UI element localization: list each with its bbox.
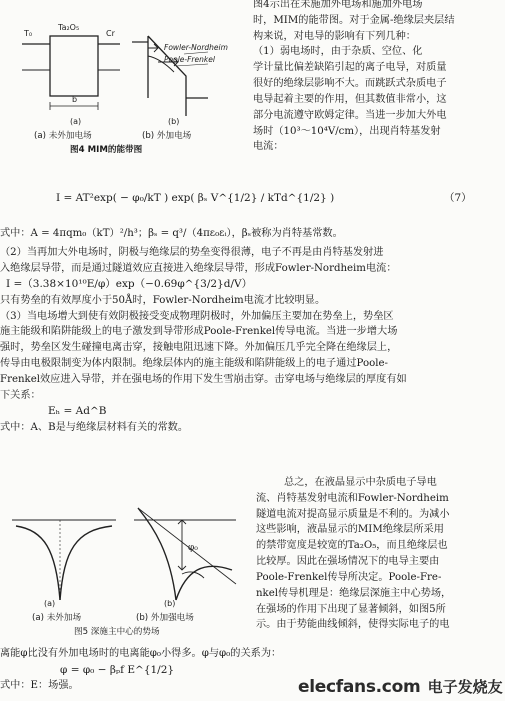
fig5-sub-a: (a) 未外加场	[32, 613, 82, 623]
equation-eb: Eₕ = Ad^B	[48, 405, 107, 418]
para3-line-6: 下关系：	[0, 389, 41, 401]
right2-line-5: 的禁带宽度是较宽的Ta₂O₅，而且绝缘层也	[256, 540, 448, 552]
intro-line-2: 时，MIM的能带图。对于金属-绝缘层夹层结	[253, 14, 455, 26]
intro-line-1: 图4示出在未施加外电场和施加外电场	[253, 0, 423, 10]
right-column-top	[253, 0, 501, 155]
para1-line-1: （1）弱电场时，由于杂质、空位、化	[253, 46, 423, 58]
fig5-caption: 图5 深施主中心的势场	[74, 627, 160, 637]
fig5-sub-b: (b) 外加强电场	[136, 613, 194, 623]
fig5-potential-diagram	[4, 500, 244, 610]
watermark-logo: elecfans.com	[298, 677, 421, 697]
fig5-label-a: (a)	[44, 599, 56, 608]
fig4-label-b2: (b)	[168, 117, 180, 126]
fig4-label-t0: T₀	[24, 29, 33, 38]
watermark-cn: 电子发烧友	[427, 678, 503, 696]
right2-line-3: 隧道电流对提高显示质量是不利的。为减小	[256, 508, 450, 520]
equation-7: I = AT²exp( − φ₀/kT ) exp( βₛ V^{1/2} / kTd^{1/2} )	[56, 192, 335, 204]
fig4-label-fowler: Fowler-Nordheim	[164, 43, 228, 52]
fig4-label-b: b	[72, 95, 78, 104]
right2-line-2: 流、肖特基发射电流和Fowler-Nordheim	[256, 492, 449, 504]
para1-line-7: 电流：	[253, 141, 284, 153]
fig4-band-diagram	[8, 6, 244, 131]
body-full-width	[0, 226, 505, 435]
where-line: 式中：A = 4πqm₀（kT）²/h³；βₛ = q³/（4πε₀εᵢ），βₛ被称为肖特基常数。	[0, 228, 343, 239]
equation-fn: I =（3.38×10¹⁰E/φ）exp（−0.69φ^{3/2}d/V）	[6, 278, 253, 291]
para3-line-2: 施主能级和陷阱能级上的电子激发到导带形成Poole-Frenkel传导电流。当进一步增大场	[0, 326, 398, 338]
fig4-label-a: (a)	[70, 117, 82, 126]
figure-4	[8, 6, 244, 156]
right2-line-6: 比较厚。因此在强场情况下的电导主要由	[256, 556, 440, 568]
para1-line-6: 场时（10³～10⁴V/cm），出现肖特基发射	[253, 125, 441, 137]
fig4-caption: 图4 MIM的能带图	[70, 145, 143, 155]
intro-line-3: 构来说，对电导的影响有下列几种：	[253, 30, 416, 42]
fig4-label-ta2o5: Ta₂O₅	[58, 23, 80, 32]
fig4-label-cr: Cr	[106, 29, 115, 38]
right2-line-8: nkel传导机理是：绝缘层深施主中心势场，	[256, 587, 452, 599]
fig4-label-poole: Poole-Frenkel	[164, 55, 215, 64]
right2-line-1: 总之，在液晶显示中杂质电子导电	[284, 477, 437, 488]
right-column-bottom	[256, 475, 502, 633]
bottom-line-2: 式中：E：场强。	[0, 680, 79, 692]
where-ab: 式中：A、B是与绝缘层材料有关的常数。	[0, 421, 189, 433]
para1-line-2: 学计量比偏差缺陷引起的离子电导，对质量	[253, 62, 447, 74]
fig5-label-b: (b)	[164, 599, 176, 608]
fig4-sub-a: (a) 未外加电场	[34, 131, 92, 141]
equation-7-number: （7）	[444, 192, 472, 204]
para2-line-2: 入绝缘层导带，而是通过隧道效应直接进入绝缘层导带，形成Fowler-Nordheim电流：	[0, 262, 397, 274]
para1-line-4: 电导起着主要的作用，但其数值非常小，这	[253, 93, 447, 105]
para3-line-4: 传导由电极限制变为体内限制。绝缘层体内的施主能级和陷阱能级上的电子通过Poole-	[0, 357, 388, 369]
figure-5	[4, 500, 244, 640]
bottom-line-1: 离能φ比没有外加电场时的电离能φ₀小得多。φ与φ₀的关系为：	[0, 648, 282, 659]
para1-line-3: 很好的绝缘层影响不大。而跳跃式杂质电子	[253, 78, 447, 90]
para1-line-5: 部分电流遵守欧姆定律。当进一步加大外电	[253, 109, 447, 121]
fig5-label-phi0: φ₀	[188, 543, 198, 553]
equation-phi: φ = φ₀ − βₚf E^{1/2}	[60, 663, 175, 676]
para3-line-3: 强时，势垒区发生碰撞电离击穿，接触电阻迅速下降。外加偏压几乎完全降在绝缘层上，	[0, 342, 398, 354]
right2-line-7: Poole-Frenkel传导所决定。Poole-Fre-	[256, 571, 442, 583]
fig4-sub-b: (b) 外加电场	[142, 131, 192, 141]
para2-line-1: （2）当再加大外电场时，阴极与绝缘层的势垒变得很薄，电子不再是由肖特基发射进	[0, 246, 384, 258]
right2-line-4: 这些影响，液晶显示的MIM绝缘层所采用	[256, 524, 444, 536]
right2-line-10: 示。由于势能曲线倾斜，使得实际电子的电	[256, 619, 450, 631]
para3-line-5: Frenkel效应进入导带，并在强电场的作用下发生雪崩击穿。击穿电场与绝缘层的厚度有如	[0, 373, 407, 385]
para3-line-1: （3）当电场增大到使有效阴极接受变成物理阴极时，外加偏压主要加在势垒上，势垒区	[0, 310, 394, 322]
para2b: 只有势垒的有效厚度小于50Å时，Fowler-Nordheim电流才比较明显。	[0, 294, 326, 306]
right2-line-9: 在强场的作用下出现了显著倾斜，如图5所	[256, 603, 446, 615]
watermark	[298, 674, 503, 700]
